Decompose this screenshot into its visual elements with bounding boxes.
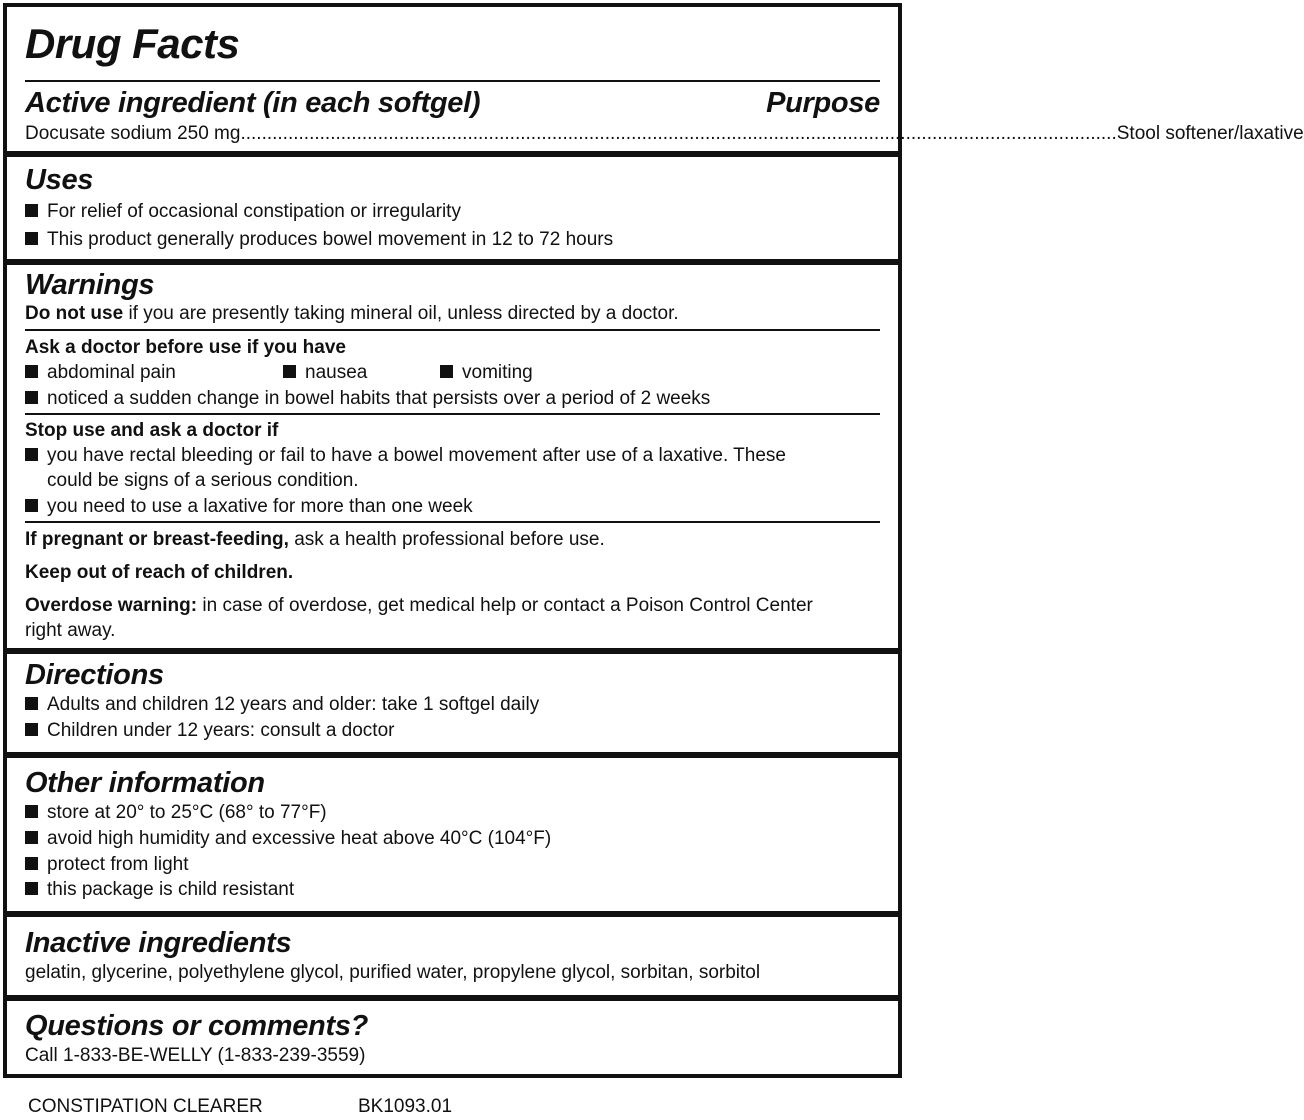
questions-text: Call 1-833-BE-WELLY (1-833-239-3559)	[25, 1045, 366, 1066]
section-divider	[7, 752, 898, 758]
directions-item: Children under 12 years: consult a doctor	[25, 718, 880, 743]
leader-dots: ......................................................................................................................................................................	[240, 123, 1117, 144]
active-ingredient-name: Docusate sodium 250 mg	[25, 123, 241, 144]
directions-heading: Directions	[25, 659, 164, 691]
active-ingredient-row	[25, 121, 1304, 146]
bullet-icon	[25, 204, 38, 217]
purpose-heading: Purpose	[766, 87, 880, 119]
bullet-icon	[25, 882, 38, 895]
other-info-item: this package is child resistant	[25, 877, 880, 902]
footer-product-name: CONSTIPATION CLEARER	[28, 1096, 263, 1117]
stop-use-item: you have rectal bleeding or fail to have a bowel movement after use of a laxative. These	[25, 443, 880, 468]
active-ingredient-heading-row	[25, 87, 880, 119]
bullet-icon	[25, 499, 38, 512]
section-divider	[7, 151, 898, 157]
warnings-divider	[25, 521, 880, 523]
section-divider	[7, 648, 898, 654]
questions-heading: Questions or comments?	[25, 1010, 369, 1042]
section-divider	[7, 259, 898, 265]
ask-doctor-heading: Ask a doctor before use if you have	[25, 337, 346, 358]
bullet-icon	[440, 365, 453, 378]
ask-doctor-item: noticed a sudden change in bowel habits that persists over a period of 2 weeks	[25, 386, 880, 411]
other-info-item: store at 20° to 25°C (68° to 77°F)	[25, 800, 880, 825]
uses-item: For relief of occasional constipation or irregularity	[25, 199, 880, 224]
warnings-heading: Warnings	[25, 269, 155, 301]
bullet-icon	[25, 448, 38, 461]
bullet-icon	[25, 857, 38, 870]
drug-facts-panel: Drug Facts Active ingredient (in each softgel) Purpose Docusate sodium 250 mg ...................................................................................................................................................................... Stool softener/laxative Uses For relief of occasional constipation or irregularity This product generally produces bowel movement in 12 to 72 hours Warnings Do not use if you are presently taking mineral oil, unless directed by a doctor. Ask a doctor before use if you have abdominal pain nausea vomiting noticed a sudden change in bowel habits that persists over a period of 2 weeks Stop use and ask a doctor if you have rectal bleeding or fail to have a bowel movement after use of a laxative. These could be signs of a serious condition. you need to use a laxative for more than one week If pregnant or breast-feeding, ask a health professional before use. Keep out of reach of children. Overdose warning: in case of overdose, get medical help or contact a Poison Control Center right away. Directions Adults and children 12 years and older: take 1 softgel daily Children under 12 years: consult a doctor Other information store at 20° to 25°C (68° to 77°F) avoid high humidity and excessive heat above 40°C (104°F) protect from light this package is child resistant Inactive ingredients gelatin, glycerine, polyethylene glycol, purified water, propylene glycol, sorbitan, sorbitol Questions or comments? Call 1-833-BE-WELLY (1-833-239-3559)	[3, 3, 902, 1078]
bullet-icon	[25, 391, 38, 404]
warnings-divider	[25, 413, 880, 415]
pregnant-row: If pregnant or breast-feeding, ask a health professional before use.	[25, 529, 605, 550]
bullet-icon	[25, 805, 38, 818]
do-not-use-row: Do not use if you are presently taking mineral oil, unless directed by a doctor.	[25, 303, 679, 324]
uses-heading: Uses	[25, 164, 94, 196]
title-divider	[25, 80, 880, 82]
section-divider	[7, 911, 898, 917]
other-info-item: avoid high humidity and excessive heat above 40°C (104°F)	[25, 826, 880, 851]
other-info-item: protect from light	[25, 852, 880, 877]
overdose-row: Overdose warning: in case of overdose, get medical help or contact a Poison Control Center	[25, 595, 813, 616]
bullet-icon	[25, 697, 38, 710]
overdose-row-continuation: right away.	[25, 620, 116, 641]
bullet-icon	[25, 831, 38, 844]
keep-out-of-reach: Keep out of reach of children.	[25, 562, 294, 583]
section-divider	[7, 995, 898, 1001]
bullet-icon	[25, 723, 38, 736]
bullet-icon	[25, 232, 38, 245]
bullet-icon	[25, 365, 38, 378]
uses-item: This product generally produces bowel movement in 12 to 72 hours	[25, 227, 880, 252]
bullet-icon	[283, 365, 296, 378]
stop-use-item: you need to use a laxative for more than one week	[25, 494, 880, 519]
stop-use-item-continuation: could be signs of a serious condition.	[47, 470, 359, 491]
warnings-divider	[25, 329, 880, 331]
other-information-heading: Other information	[25, 767, 265, 799]
active-ingredient-purpose: Stool softener/laxative	[1116, 123, 1304, 144]
inactive-ingredients-heading: Inactive ingredients	[25, 927, 292, 959]
drug-facts-title: Drug Facts	[25, 20, 240, 67]
inactive-ingredients-text: gelatin, glycerine, polyethylene glycol, purified water, propylene glycol, sorbitan, sorbitol	[25, 962, 761, 983]
directions-item: Adults and children 12 years and older: take 1 softgel daily	[25, 692, 880, 717]
footer-product-code: BK1093.01	[358, 1096, 453, 1117]
stop-use-heading: Stop use and ask a doctor if	[25, 420, 279, 441]
active-ingredient-heading: Active ingredient (in each softgel)	[25, 87, 481, 119]
